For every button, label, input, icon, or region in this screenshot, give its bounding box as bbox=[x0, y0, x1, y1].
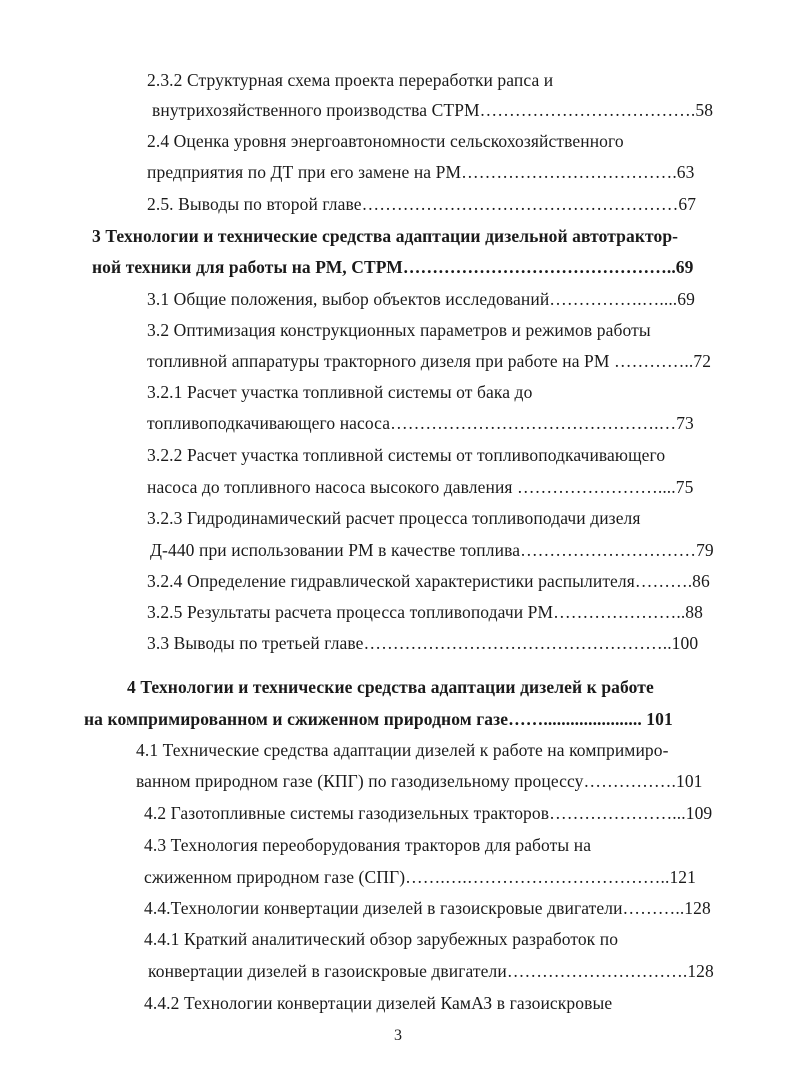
toc-line: 3.2 Оптимизация конструкционных параметров и режимов работы bbox=[147, 320, 651, 340]
toc-line: 3.2.5 Результаты расчета процесса топливоподачи РМ…………………..88 bbox=[147, 602, 704, 622]
toc-line: 4.4.Технологии конвертации дизелей в газоискровые двигатели………..128 bbox=[144, 898, 711, 918]
toc-line: топливоподкачивающего насоса……………………………………….…73 bbox=[147, 413, 694, 433]
toc-line: топливной аппаратуры тракторного дизеля при работе на РМ …………..72 bbox=[147, 351, 712, 371]
toc-chapter-heading: ной техники для работы на РМ, СТРМ………………………………………..69 bbox=[92, 257, 694, 277]
toc-line: 3.2.1 Расчет участка топливной системы от бака до bbox=[147, 382, 533, 402]
toc-chapter-heading: на компримированном и сжиженном природном газе……...................... 101 bbox=[84, 709, 673, 729]
toc-line: ванном природном газе (КПГ) по газодизельному процессу…………….101 bbox=[136, 771, 703, 791]
toc-line: 3.3 Выводы по третьей главе……………………………………………..100 bbox=[147, 633, 699, 653]
toc-line: конвертации дизелей в газоискровые двигатели………………………….128 bbox=[148, 961, 714, 981]
toc-line: 3.2.2 Расчет участка топливной системы от топливоподкачивающего bbox=[147, 445, 666, 465]
toc-line: насоса до топливного насоса высокого давления ……………………....75 bbox=[147, 477, 694, 497]
toc-line: 2.3.2 Структурная схема проекта переработки рапса и bbox=[147, 70, 554, 90]
toc-line: 4.4.1 Краткий аналитический обзор зарубежных разработок по bbox=[144, 929, 619, 949]
toc-line: 4.2 Газотопливные системы газодизельных тракторов…………………...109 bbox=[144, 803, 713, 823]
toc-line: 4.1 Технические средства адаптации дизелей к работе на компримиро- bbox=[136, 740, 669, 760]
toc-line: 4.3 Технология переоборудования тракторов для работы на bbox=[144, 835, 592, 855]
toc-chapter-heading: 3 Технологии и технические средства адаптации дизельной автотрактор- bbox=[92, 226, 679, 246]
toc-line: 2.4 Оценка уровня энергоавтономности сельскохозяйственного bbox=[147, 131, 624, 151]
toc-chapter-heading: 4 Технологии и технические средства адаптации дизелей к работе bbox=[127, 677, 654, 697]
toc-line: внутрихозяйственного производства СТРМ……………………………….58 bbox=[152, 100, 714, 120]
toc-line: 3.2.4 Определение гидравлической характеристики распылителя……….86 bbox=[147, 571, 710, 591]
toc-line: 2.5. Выводы по второй главе………………………………………………67 bbox=[147, 194, 697, 214]
toc-line: 3.2.3 Гидродинамический расчет процесса топливоподачи дизеля bbox=[147, 508, 641, 528]
toc-line: предприятия по ДТ при его замене на РМ……………………………….63 bbox=[147, 162, 695, 182]
toc-line: Д-440 при использовании РМ в качестве топлива…………………………79 bbox=[150, 540, 714, 560]
toc-line: сжиженном природном газе (СПГ)…….….……………………………..121 bbox=[144, 867, 696, 887]
page-number: 3 bbox=[394, 1027, 402, 1044]
toc-line: 4.4.2 Технологии конвертации дизелей КамАЗ в газоискровые bbox=[144, 993, 613, 1013]
toc-line: 3.1 Общие положения, выбор объектов исследований…………….…....69 bbox=[147, 289, 695, 309]
